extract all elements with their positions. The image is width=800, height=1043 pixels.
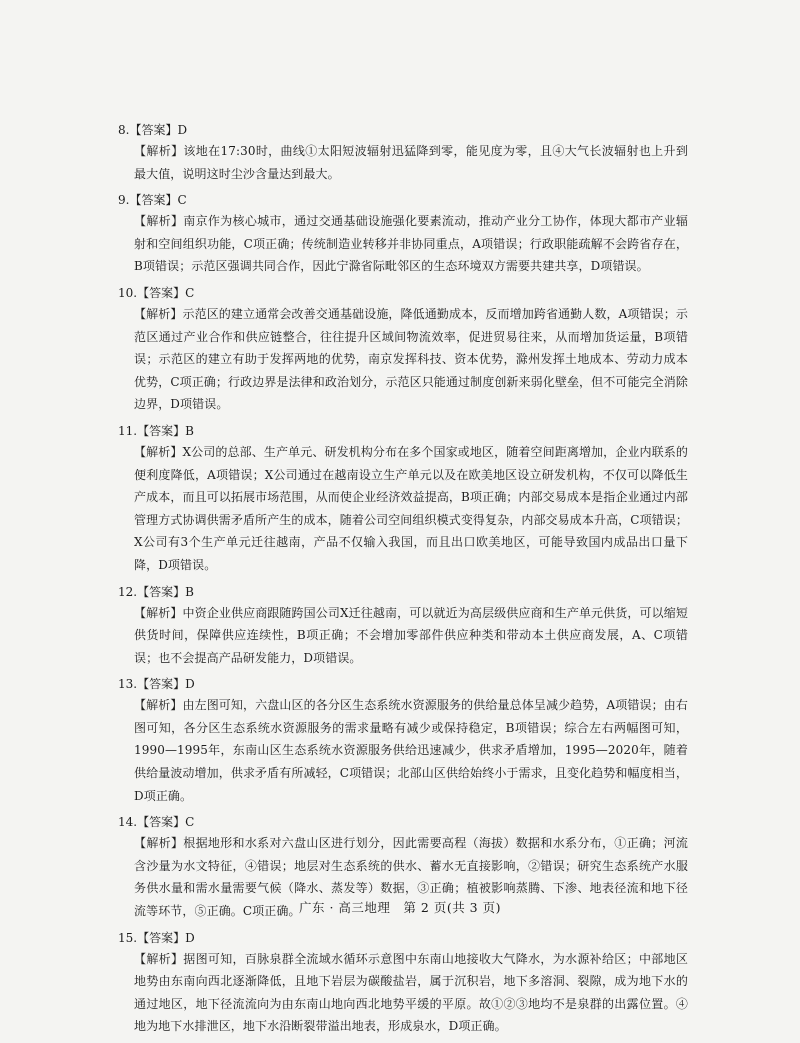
question-number: 8. [118,123,130,137]
answer-line [118,190,688,210]
answer-line [118,120,688,140]
answer-line [118,812,688,832]
question-block-8 [118,120,688,185]
answer-text: 【答案】D [129,123,188,137]
question-block-9 [118,190,688,278]
analysis-text: 【解析】根据地形和水系对六盘山区进行划分，因此需要高程（海拔）数据和水系分布，①正确；河流含沙量为水文特征，④错误；地层对生态系统的供水、蓄水无直接影响，②错误；研究生态系统产水服务供水量和需水量需要气候（降水、蒸发等）数据，③正确；植被影响蒸腾、下渗、地表径流和地下径流等环节，⑤正确。C项正确。 [134,836,688,919]
analysis-text: 【解析】示范区的建立通常会改善交通基础设施，降低通勤成本，反而增加跨省通勤人数，A项错误；示范区通过产业合作和供应链整合，往往提升区域间物流效率，促进贸易往来，从而增加货运量，B项错误；示范区的建立有助于发挥两地的优势，南京发挥科技、资本优势，滁州发挥土地成本、劳动力成本优势，C项正确；行政边界是法律和政治划分，示范区只能通过制度创新来弱化壁垒，但不可能完全消除边界，D项错误。 [134,306,688,412]
page-footer: 广东 · 高三地理 第 2 页(共 3 页) [299,900,501,915]
analysis-text: 【解析】中资企业供应商跟随跨国公司X迁往越南，可以就近为高层级供应商和生产单元供货，可以缩短供货时间，保障供应连续性，B项正确；不会增加零部件供应种类和带动本土供应商发展，A、C项错误；也不会提高产品研发能力，D项错误。 [134,605,688,665]
answer-line [118,582,688,602]
analysis-text: 【解析】南京作为核心城市，通过交通基础设施强化要素流动，推动产业分工协作，体现大都市产业辐射和空间组织功能，C项正确；传统制造业转移并非协同重点，A项错误；行政职能疏解不会跨省存在，B项错误；示范区强调共同合作，因此宁滁省际毗邻区的生态环境双方需要共建共享，D项错误。 [134,214,688,274]
question-number: 12. [118,584,138,599]
answer-text: 【答案】D [137,930,195,945]
question-number: 9. [118,193,130,208]
answer-text: 【答案】D [137,677,195,692]
answer-text: 【答案】B [137,584,194,599]
question-block-13 [118,674,688,807]
answer-line [118,283,688,303]
analysis-text: 【解析】该地在17:30时，曲线①太阳短波辐射迅猛降到零，能见度为零，且④大气长波辐射也上升到最大值，说明这时尘沙含量达到最大。 [134,144,688,181]
answer-text: 【答案】C [137,285,195,300]
question-number: 14. [118,815,138,830]
analysis-text: 【解析】由左图可知，六盘山区的各分区生态系统水资源服务的供给量总体呈减少趋势，A项错误；由右图可知，各分区生态系统水资源服务的需求量略有减少或保持稳定，B项错误；综合左右两幅图可知，1990—1995年，东南山区生态系统水资源服务供给迅速减少，供求矛盾增加，1995—2020年，随着供给量波动增加，供求矛盾有所减轻，C项错误；北部山区供给始终小于需求，且变化趋势和幅度相当，D项正确。 [134,698,688,803]
analysis-text: 【解析】据图可知，百脉泉群全流域水循环示意图中东南山地接收大气降水，为水源补给区；中部地区地势由东南向西北逐渐降低，且地下岩层为碳酸盐岩，属于沉积岩，地下多溶洞、裂隙，成为地下水的通过地区，地下径流流向为由东南山地向西北地势平缓的平原。故①②③地均不是泉群的出露位置。④地为地下水排泄区，地下水沿断裂带溢出地表，形成泉水，D项正确。 [134,951,688,1034]
analysis-text: 【解析】X公司的总部、生产单元、研发机构分布在多个国家或地区，随着空间距离增加，企业内联系的便利度降低，A项错误；X公司通过在越南设立生产单元以及在欧美地区设立研发机构，不仅可以降低生产成本，而且可以拓展市场范围，从而使企业经济效益提高，B项正确；内部交易成本是指企业通过内部管理方式协调供需矛盾所产生的成本，随着公司空间组织模式变得复杂，内部交易成本升高，C项错误；X公司有3个生产单元迁往越南，产品不仅输入我国，而且出口欧美地区，可能导致国内成品出口量下降，D项错误。 [134,444,688,572]
answer-text: 【答案】C [129,193,187,208]
answer-line [118,421,688,441]
question-number: 11. [118,423,138,438]
question-block-15 [118,928,688,1038]
answer-line [118,674,688,694]
question-block-10 [118,283,688,416]
question-number: 10. [118,285,138,300]
question-number: 13. [118,677,138,692]
answer-text: 【答案】C [137,815,195,830]
question-number: 15. [118,930,138,945]
answer-line [118,928,688,948]
answer-text: 【答案】B [137,423,194,438]
question-block-12 [118,582,688,670]
question-block-11 [118,421,688,577]
